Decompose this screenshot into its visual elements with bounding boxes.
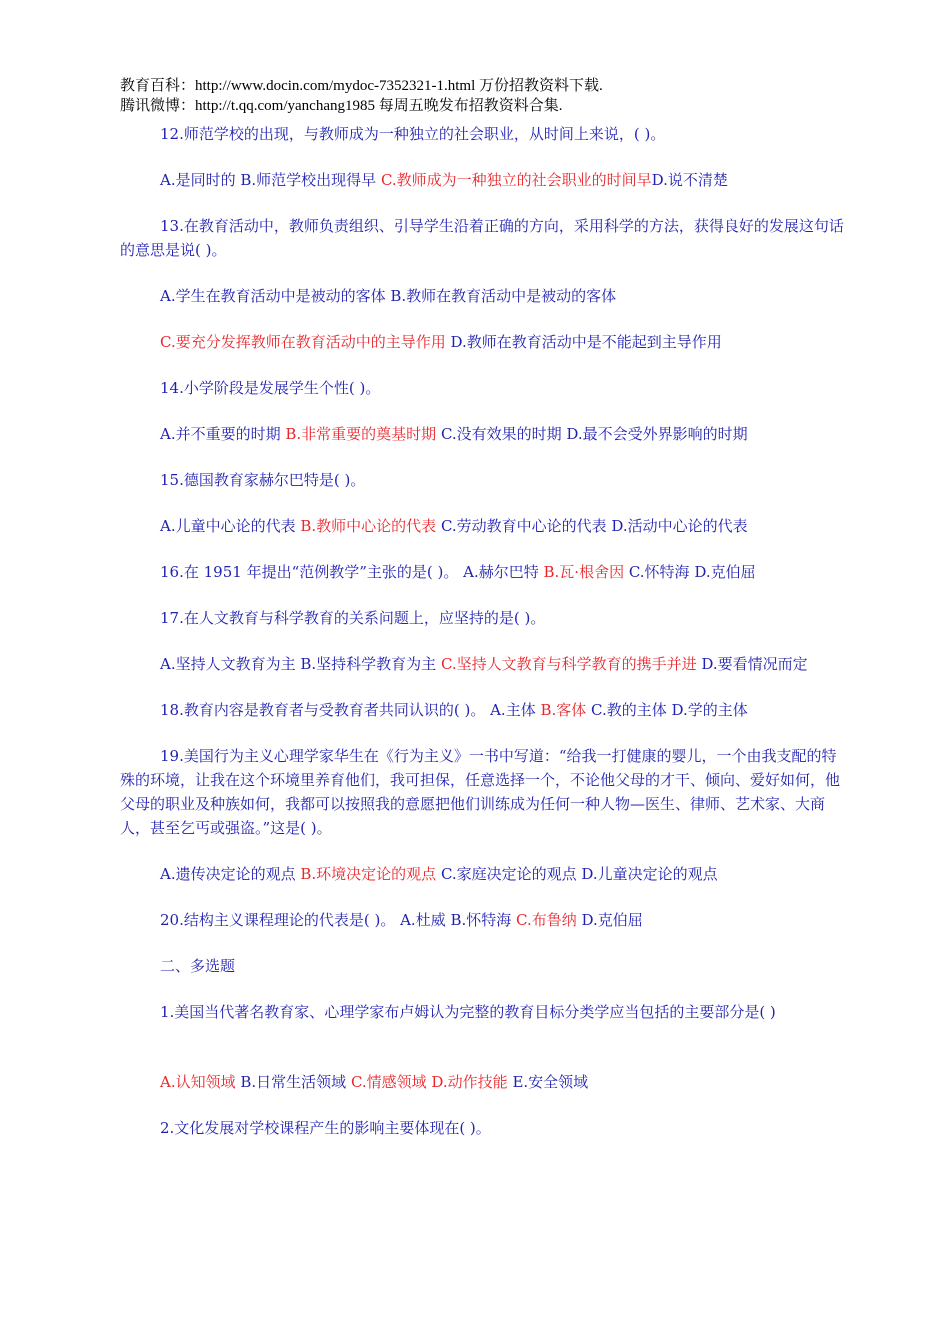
question-12-stem: 12.师范学校的出现，与教师成为一种独立的社会职业，从时间上来说，( )。 [160, 125, 666, 143]
question-13-options-cd [120, 330, 850, 354]
option-b: B.日常生活领域 [240, 1073, 351, 1091]
answer-option-d: D.动作技能 [431, 1073, 513, 1091]
option-a: A.遗传决定论的观点 [160, 865, 301, 883]
question-13-stem: 13.在教育活动中，教师负责组织、引导学生沿着正确的方向，采用科学的方法，获得良好的发展这句话的意思是说( )。 [120, 217, 844, 259]
question-14-options [120, 422, 850, 446]
multi-question-2-stem: 2.文化发展对学校课程产生的影响主要体现在( )。 [160, 1119, 491, 1137]
answer-option-c: C.布鲁纳 [516, 911, 582, 929]
page-header [120, 76, 603, 116]
answer-option-c: C.情感领域 [350, 1073, 432, 1091]
option-cd: C.家庭决定论的观点 D.儿童决定论的观点 [440, 865, 718, 883]
question-18 [120, 698, 850, 722]
question-20-stem: 20.结构主义课程理论的代表是( )。 A.杜威 B.怀特海 [160, 911, 517, 929]
answer-option-b: B.教师中心论的代表 [300, 517, 441, 535]
header-line-2: 腾讯微博：http://t.qq.com/yanchang1985 每周五晚发布招教资料合集. [120, 98, 563, 114]
option-e: E.安全领域 [512, 1073, 589, 1091]
section-title-multiple-choice: 二、多选题 [160, 957, 236, 975]
question-14-stem: 14.小学阶段是发展学生个性( )。 [160, 379, 381, 397]
option-cd: C.怀特海 D.克伯屈 [628, 563, 756, 581]
question-17-stem: 17.在人文教育与科学教育的关系问题上，应坚持的是( )。 [160, 609, 546, 627]
document-body [120, 122, 850, 1162]
question-19-stem: 19.美国行为主义心理学家华生在《行为主义》一书中写道：“给我一打健康的婴儿，一个由我支配的特殊的环境，让我在这个环境里养育他们，我可担保，任意选择一个，不论他父母的才干、倾向、爱好如何，他父母的职业及种族如何，我都可以按照我的意愿把他们训练成为任何一种人物—医生、律师、艺术家、大商人，甚至乞丐或强盗。”这是( )。 [120, 747, 841, 837]
option-a: A.儿童中心论的代表 [160, 517, 301, 535]
multi-question-1-options [120, 1070, 850, 1094]
option-a: A.并不重要的时期 [160, 425, 286, 443]
option-cd: C.劳动教育中心论的代表 D.活动中心论的代表 [440, 517, 748, 535]
question-17-options [120, 652, 850, 676]
question-18-stem: 18.教育内容是教育者与受教育者共同认识的( )。 A.主体 [160, 701, 541, 719]
question-16 [120, 560, 850, 584]
question-20 [120, 908, 850, 932]
option-ab: A.坚持人文教育为主 B.坚持科学教育为主 [160, 655, 441, 673]
option-a: A.是同时的 [160, 171, 241, 189]
question-12-options [120, 168, 850, 192]
answer-option-c: C.坚持人文教育与科学教育的携手并进 [440, 655, 702, 673]
answer-option-c: C.要充分发挥教师在教育活动中的主导作用 [160, 333, 451, 351]
option-cd: C.没有效果的时期 D.最不会受外界影响的时期 [440, 425, 748, 443]
answer-option-b: B.环境决定论的观点 [300, 865, 441, 883]
question-15-stem: 15.德国教育家赫尔巴特是( )。 [160, 471, 366, 489]
option-d: D.教师在教育活动中是不能起到主导作用 [450, 333, 722, 351]
option-d: D.克伯屈 [581, 911, 643, 929]
header-line-1: 教育百科：http://www.docin.com/mydoc-7352321-1.html 万份招教资料下载. [120, 78, 603, 94]
question-16-stem: 16.在 1951 年提出“范例教学”主张的是( )。 A.赫尔巴特 [160, 563, 544, 581]
option-d: D.说不清楚 [651, 171, 728, 189]
multi-question-1-stem: 1.美国当代著名教育家、心理学家布卢姆认为完整的教育目标分类学应当包括的主要部分是( ) [160, 1003, 776, 1021]
option-cd: C.教的主体 D.学的主体 [591, 701, 748, 719]
question-13-options-ab: A.学生在教育活动中是被动的客体 B.教师在教育活动中是被动的客体 [160, 287, 617, 305]
question-19-options [120, 862, 850, 886]
answer-option-b: B.瓦·根舍因 [543, 563, 629, 581]
option-d: D.要看情况而定 [701, 655, 808, 673]
answer-option-b: B.非常重要的奠基时期 [285, 425, 441, 443]
answer-option-c: C.教师成为一种独立的社会职业的时间早 [380, 171, 652, 189]
question-15-options [120, 514, 850, 538]
option-b: B.师范学校出现得早 [240, 171, 381, 189]
answer-option-b: B.客体 [540, 701, 592, 719]
answer-option-a: A.认知领域 [160, 1073, 241, 1091]
